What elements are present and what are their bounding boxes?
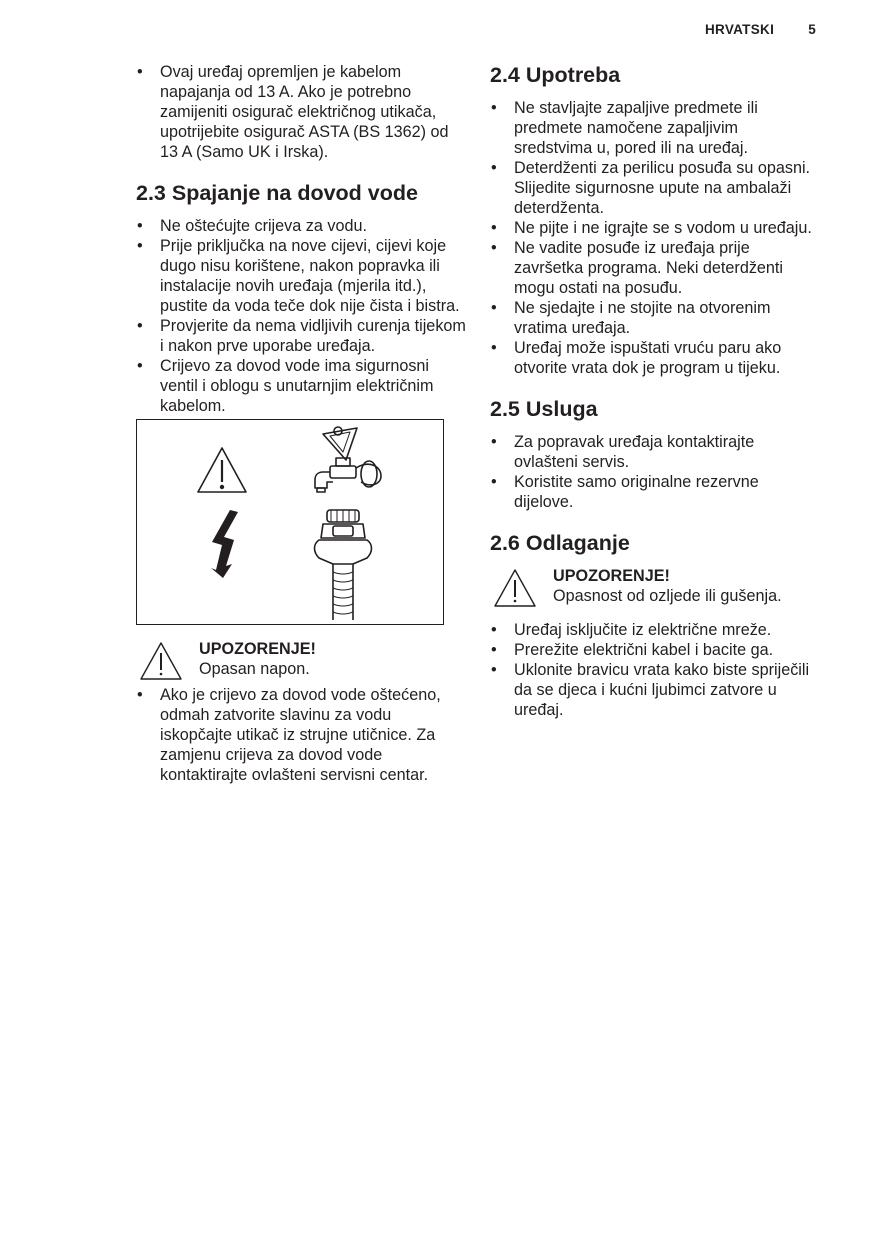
water-tap-icon [315, 427, 381, 492]
page-number: 5 [808, 22, 816, 37]
voltage-warning [136, 639, 466, 679]
list-item: • Uređaj isključite iz električne mreže. [490, 620, 820, 640]
list-item: • Koristite samo originalne rezervne dijelove. [490, 472, 820, 512]
list-item: • Ako je crijevo za dovod vode oštećeno, odmah zatvorite slavinu za vodu iskopčajte utikač iz strujne utičnice. Za zamjenu crijeva za dovod vode kontaktirajte ovlašteni servisni centar. [136, 685, 466, 785]
figure-illustration [137, 420, 443, 624]
list-item: • Deterdženti za perilicu posuđa su opasni. Slijedite sigurnosne upute na ambalaži deterdženta. [490, 158, 820, 218]
warning-text: Opasnost od ozljede ili gušenja. [553, 587, 782, 605]
header-language: HRVATSKI [704, 22, 775, 37]
list-item: • Provjerite da nema vidljivih curenja tijekom i nakon prve uporabe uređaja. [136, 316, 466, 356]
section-2-3-list [136, 216, 466, 416]
section-2-5-list [490, 432, 820, 512]
intro-list [136, 62, 466, 162]
page-header [705, 22, 816, 37]
list-item: • Prije priključka na nove cijevi, cijevi koje dugo nisu korištene, nakon popravka ili instalacije novih uređaja (mjerila itd.), pustite da voda teče dok nije čista i bistra. [136, 236, 466, 316]
warning-text: Opasan napon. [199, 660, 310, 678]
section-2-4-list [490, 98, 820, 378]
section-heading-2-3: 2.3 Spajanje na dovod vode [136, 181, 418, 205]
list-item: • Uređaj može ispuštati vruću paru ako otvorite vrata dok je program u tijeku. [490, 338, 820, 378]
list-item: • Ne sjedajte i ne stojite na otvorenim vratima uređaja. [490, 298, 820, 338]
section-heading-2-6: 2.6 Odlaganje [490, 531, 630, 555]
after-warning-list [136, 685, 466, 785]
water-hose-safety-figure [136, 419, 444, 625]
section-2-6-list [490, 620, 820, 720]
warning-triangle-icon [198, 448, 246, 492]
disposal-warning [490, 566, 820, 606]
water-hose-icon [315, 510, 372, 620]
warning-title: UPOZORENJE! [553, 567, 670, 585]
list-item: • Uklonite bravicu vrata kako biste spriječili da se djeca i kućni ljubimci zatvore u uređaj. [490, 660, 820, 720]
list-item: • Ne oštećujte crijeva za vodu. [136, 216, 466, 236]
list-item: • Za popravak uređaja kontaktirajte ovlašteni servis. [490, 432, 820, 472]
right-column [490, 62, 820, 720]
section-heading-2-5: 2.5 Usluga [490, 397, 598, 421]
warning-icon [493, 568, 537, 608]
list-item: • Ne pijte i ne igrajte se s vodom u uređaju. [490, 218, 820, 238]
section-heading-2-4: 2.4 Upotreba [490, 63, 621, 87]
warning-title: UPOZORENJE! [199, 640, 316, 658]
list-item: • Crijevo za dovod vode ima sigurnosni ventil i oblogu s unutarnjim električnim kabelom. [136, 356, 466, 416]
list-item: • Ne stavljajte zapaljive predmete ili predmete namočene zapaljivim sredstvima u, pored ili na uređaj. [490, 98, 820, 158]
lightning-bolt-icon [211, 510, 238, 578]
warning-icon [139, 641, 183, 681]
list-item: • Prerežite električni kabel i bacite ga. [490, 640, 820, 660]
left-column [136, 62, 466, 785]
list-item: • Ovaj uređaj opremljen je kabelom napajanja od 13 A. Ako je potrebno zamijeniti osigurač električnog utikača, upotrijebite osigurač ASTA (BS 1362) od 13 A (Samo UK i Irska). [136, 62, 466, 162]
list-item: • Ne vadite posuđe iz uređaja prije završetka programa. Neki deterdženti mogu ostati na posuđu. [490, 238, 820, 298]
